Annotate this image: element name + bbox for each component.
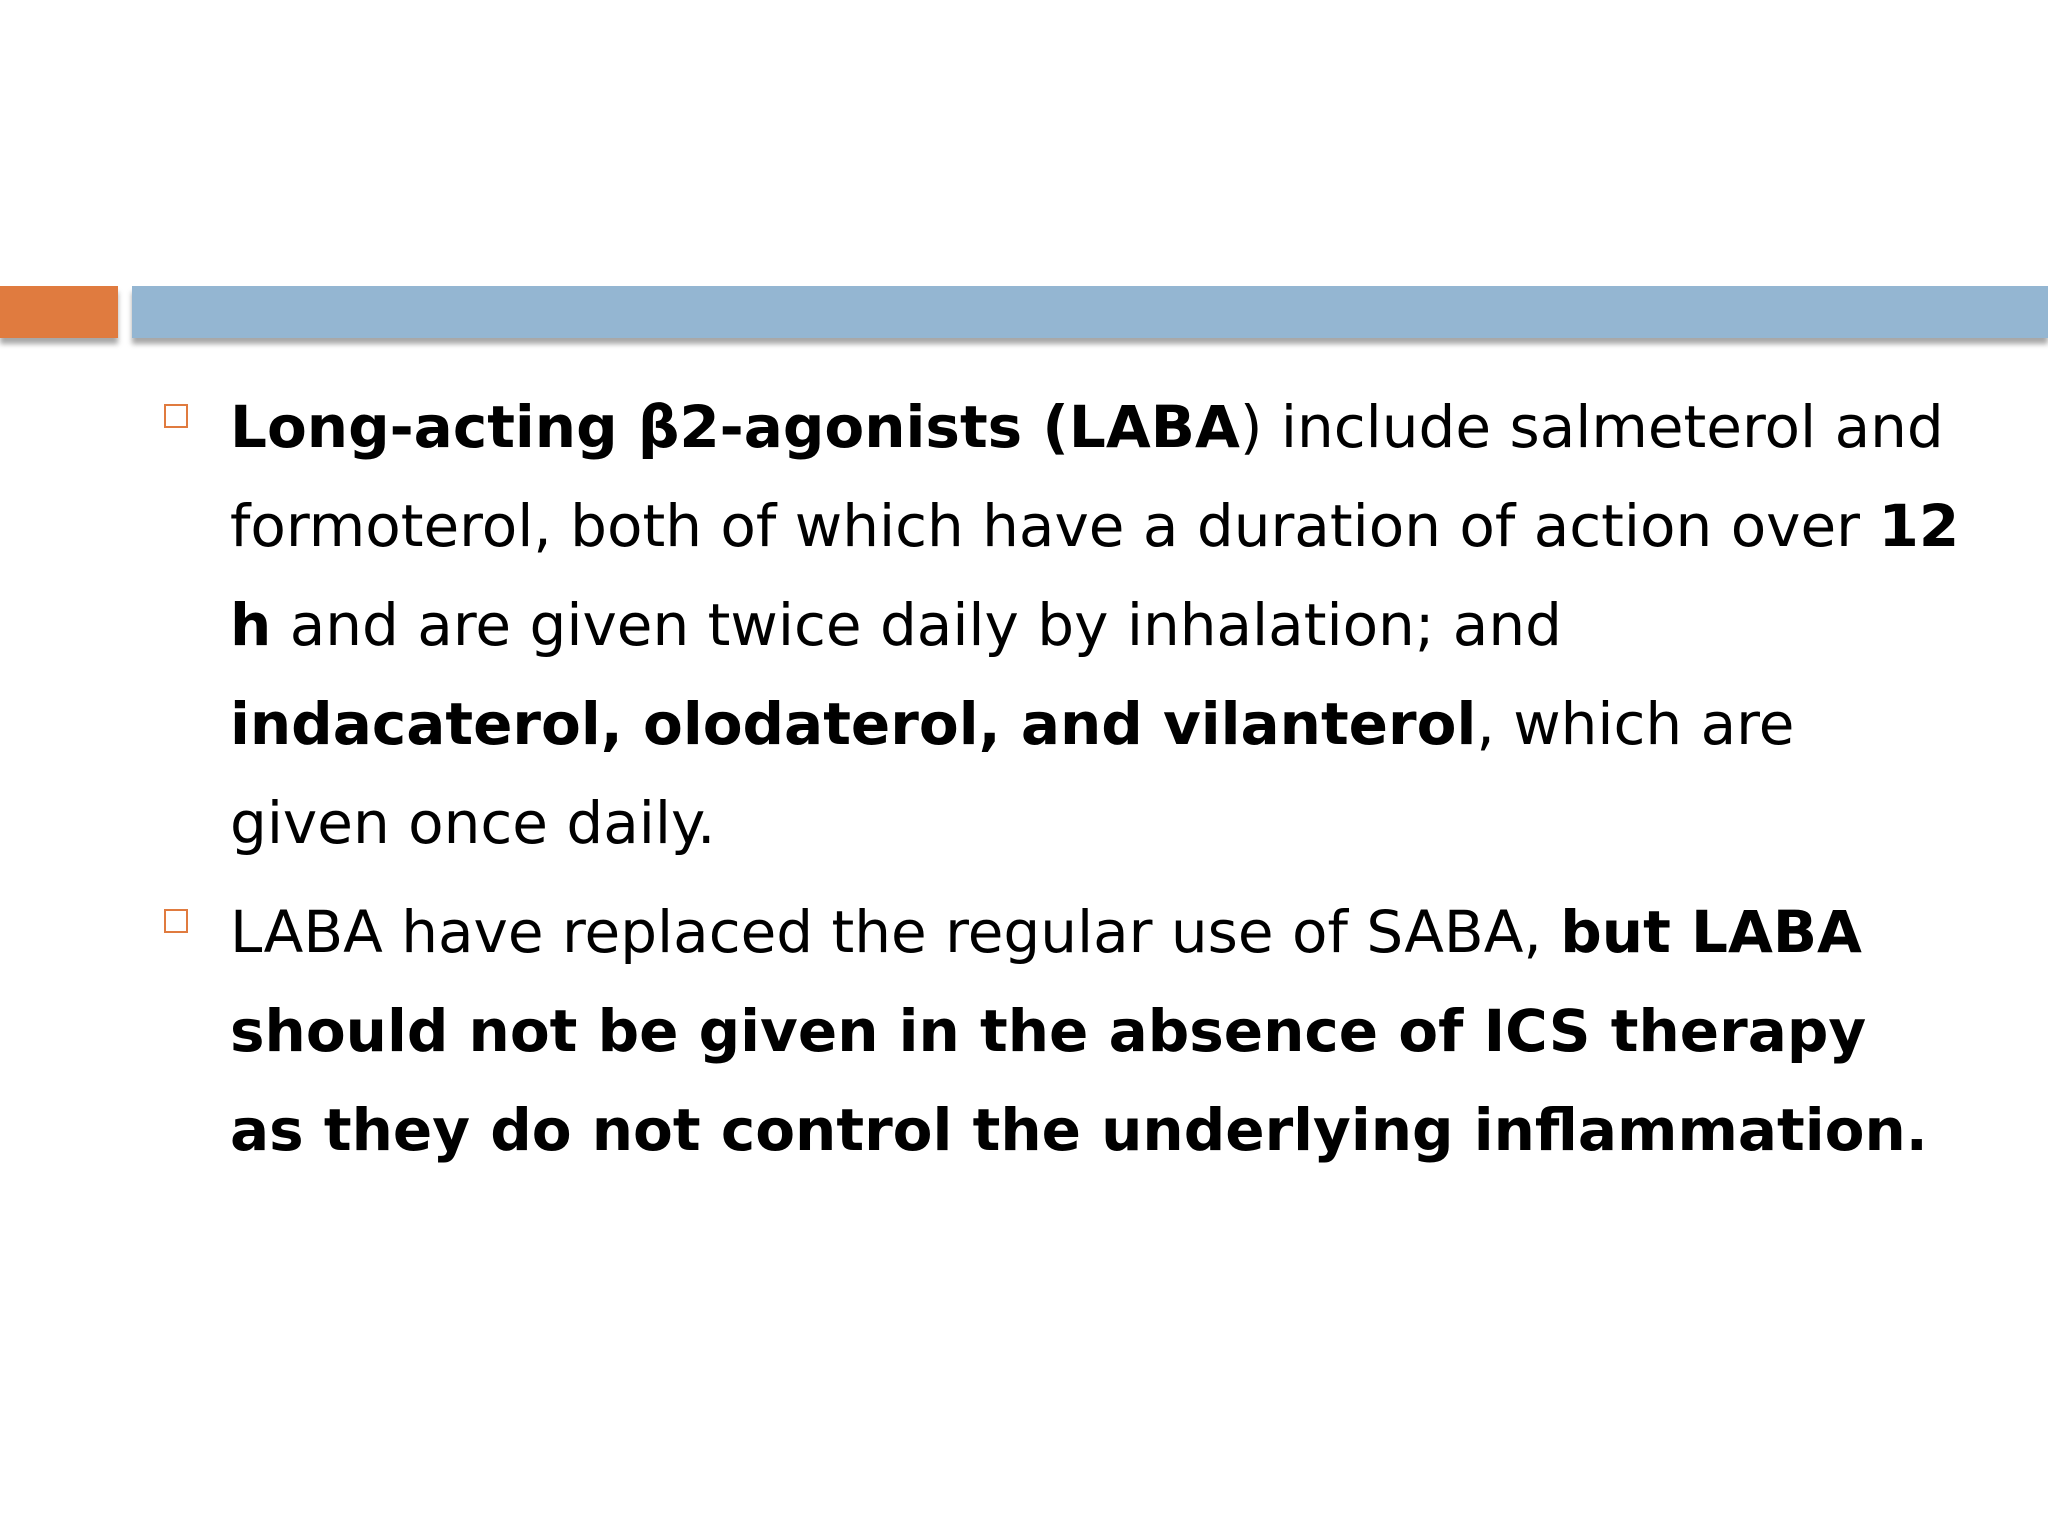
bullet-text [230,393,1959,857]
accent-bar [0,286,118,338]
bold-text: but LABA should not be given in the absence of ICS therapy as they do not control the underlying inflammation. [230,898,1928,1164]
regular-text: LABA have replaced the regular use of SABA, [230,898,1561,966]
regular-text: ) include salmeterol and formoterol, both of which have a duration of action over [230,393,1944,560]
bullet-text [230,898,1928,1164]
regular-text: and are given twice daily by inhalation; and [271,591,1562,659]
bold-text: Long-acting β2-agonists (LABA [230,393,1240,461]
bold-text: 12 h [230,492,1960,659]
bold-text: indacaterol, olodaterol, and vilanterol [230,690,1477,758]
square-bullet-icon [164,404,188,428]
title-bar [132,286,2048,338]
bullet-item [160,883,1960,1180]
square-bullet-icon [164,909,188,933]
bullet-item [160,378,1960,873]
bullet-list [160,378,1960,1190]
regular-text: , which are given once daily. [230,690,1795,857]
